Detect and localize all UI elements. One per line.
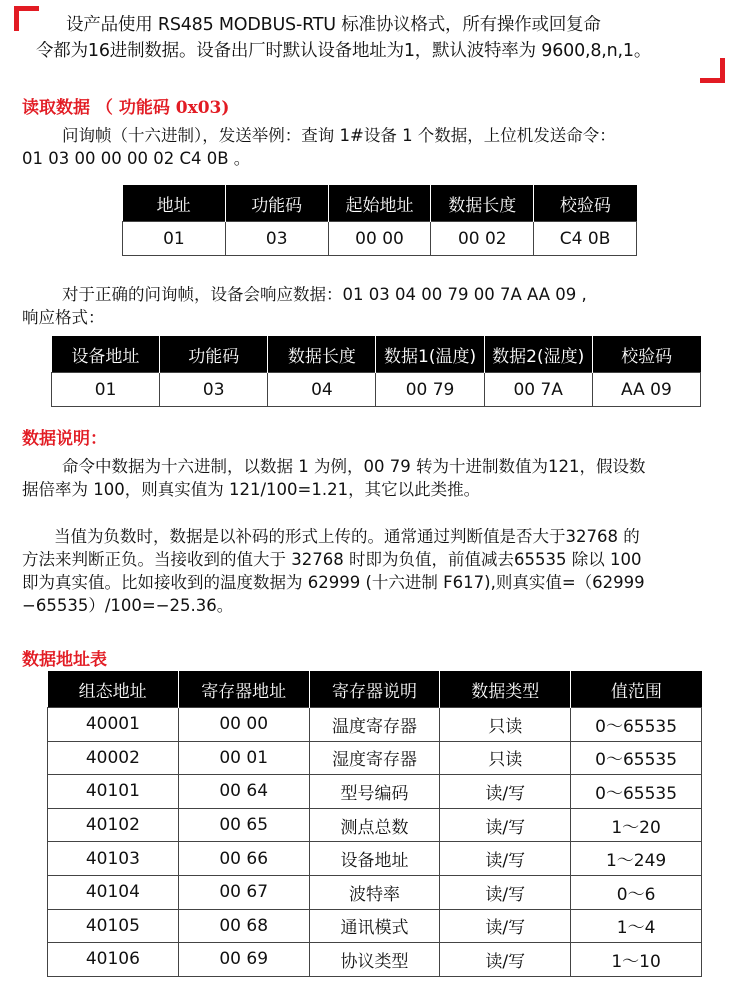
desc-line: 即为真实值。比如接收到的温度数据为 62999 (十六进制 F617),则真实值=（62999 [22, 573, 645, 592]
table-cell: 00 79 [376, 373, 484, 407]
table-cell: 40002 [48, 741, 179, 775]
table-cell: 40105 [48, 909, 179, 943]
table-cell: 01 [123, 222, 226, 256]
table-header-cell: 功能码 [225, 185, 328, 222]
table-header-cell: 组态地址 [48, 671, 179, 708]
table-cell: 40001 [48, 708, 179, 742]
table-header-cell: 数据1(温度) [376, 336, 484, 373]
table-header-cell: 值范围 [571, 671, 702, 708]
table-cell: 只读 [440, 708, 571, 742]
table-cell: 1～10 [571, 943, 702, 977]
table-cell: C4 0B [534, 222, 637, 256]
desc-line: 命令中数据为十六进制，以数据 1 为例，00 79 转为十进制数值为121，假设数 [62, 457, 646, 476]
response-line-1: 对于正确的问询帧，设备会响应数据：01 03 04 00 79 00 7A AA 09 , [62, 285, 587, 304]
table-cell: 00 00 [328, 222, 431, 256]
table-header-cell: 功能码 [160, 336, 268, 373]
address-table-heading: 数据地址表 [22, 650, 107, 670]
table-header-row [52, 336, 701, 373]
table-cell: 40106 [48, 943, 179, 977]
table-cell: 读/写 [440, 842, 571, 876]
table-cell: 00 00 [178, 708, 309, 742]
table-cell: 0～65535 [571, 775, 702, 809]
intro-line-1: 设产品使用 RS485 MODBUS-RTU 标准协议格式，所有操作或回复命 [66, 15, 601, 35]
query-frame-table [122, 185, 637, 256]
table-header-cell: 数据2(湿度) [484, 336, 592, 373]
table-cell: 读/写 [440, 909, 571, 943]
table-row [52, 373, 701, 407]
table-cell: 03 [225, 222, 328, 256]
table-cell: 00 66 [178, 842, 309, 876]
table-cell: 读/写 [440, 808, 571, 842]
data-desc-heading: 数据说明： [22, 429, 107, 449]
table-cell: 40102 [48, 808, 179, 842]
table-header-cell: 数据长度 [431, 185, 534, 222]
table-header-cell: 地址 [123, 185, 226, 222]
table-header-cell: 数据长度 [268, 336, 376, 373]
table-cell: 40104 [48, 875, 179, 909]
intro-line-2: 令都为16进制数据。设备出厂时默认设备地址为1，默认波特率为 9600,8,n,1。 [36, 41, 652, 61]
table-header-cell: 校验码 [592, 336, 700, 373]
table-cell: 00 65 [178, 808, 309, 842]
data-desc-paragraph-1 [22, 455, 734, 501]
table-cell: 温度寄存器 [309, 708, 440, 742]
table-cell: 03 [160, 373, 268, 407]
query-line-2: 01 03 00 00 00 02 C4 0B 。 [22, 149, 251, 168]
table-row [48, 842, 702, 876]
table-row [123, 222, 637, 256]
table-cell: 0～65535 [571, 708, 702, 742]
desc-line: 据倍率为 100，则真实值为 121/100=1.21，其它以此类推。 [22, 480, 481, 499]
table-header-row [48, 671, 702, 708]
table-header-row [123, 185, 637, 222]
table-header-cell: 数据类型 [440, 671, 571, 708]
table-row [48, 909, 702, 943]
table-cell: 1～4 [571, 909, 702, 943]
table-cell: 00 02 [431, 222, 534, 256]
table-cell: 0～65535 [571, 741, 702, 775]
table-row [48, 808, 702, 842]
data-desc-paragraph-2 [22, 525, 734, 617]
table-header-cell: 校验码 [534, 185, 637, 222]
desc-line: −65535）/100=−25.36。 [22, 596, 234, 615]
table-cell: 00 68 [178, 909, 309, 943]
table-cell: 波特率 [309, 875, 440, 909]
table-cell: 04 [268, 373, 376, 407]
table-cell: 只读 [440, 741, 571, 775]
table-cell: 00 69 [178, 943, 309, 977]
desc-line: 方法来判断正负。当接收到的值大于 32768 时即为负值，前值减去65535 除以 100 [22, 550, 642, 569]
table-cell: 协议类型 [309, 943, 440, 977]
table-cell: 01 [52, 373, 160, 407]
table-row [48, 708, 702, 742]
table-row [48, 775, 702, 809]
desc-line: 当值为负数时，数据是以补码的形式上传的。通常通过判断值是否大于32768 的 [54, 527, 640, 546]
query-paragraph [22, 124, 734, 170]
table-cell: 1～249 [571, 842, 702, 876]
read-data-heading: 读取数据 （ 功能码 0x03) [22, 98, 230, 118]
address-table-body [48, 708, 702, 977]
table-cell: 40101 [48, 775, 179, 809]
table-cell: 型号编码 [309, 775, 440, 809]
table-cell: 40103 [48, 842, 179, 876]
table-header-cell: 寄存器说明 [309, 671, 440, 708]
table-cell: 00 7A [484, 373, 592, 407]
table-cell: 读/写 [440, 875, 571, 909]
table-row [48, 875, 702, 909]
query-line-1: 问询帧（十六进制），发送举例：查询 1#设备 1 个数据，上位机发送命令： [62, 126, 616, 145]
table-cell: 00 67 [178, 875, 309, 909]
table-cell: 读/写 [440, 775, 571, 809]
table-row [48, 943, 702, 977]
table-cell: 测点总数 [309, 808, 440, 842]
table-cell: 读/写 [440, 943, 571, 977]
table-cell: 00 01 [178, 741, 309, 775]
response-frame-table [51, 336, 701, 407]
table-header-cell: 起始地址 [328, 185, 431, 222]
table-header-cell: 寄存器地址 [178, 671, 309, 708]
table-cell: 00 64 [178, 775, 309, 809]
table-cell: 1～20 [571, 808, 702, 842]
table-cell: AA 09 [592, 373, 700, 407]
response-line-2: 响应格式： [22, 308, 105, 327]
table-cell: 通讯模式 [309, 909, 440, 943]
table-row [48, 741, 702, 775]
response-paragraph [22, 283, 734, 329]
table-cell: 湿度寄存器 [309, 741, 440, 775]
table-cell: 设备地址 [309, 842, 440, 876]
data-address-table [47, 671, 702, 977]
intro-box [36, 12, 716, 64]
table-cell: 0～6 [571, 875, 702, 909]
table-header-cell: 设备地址 [52, 336, 160, 373]
